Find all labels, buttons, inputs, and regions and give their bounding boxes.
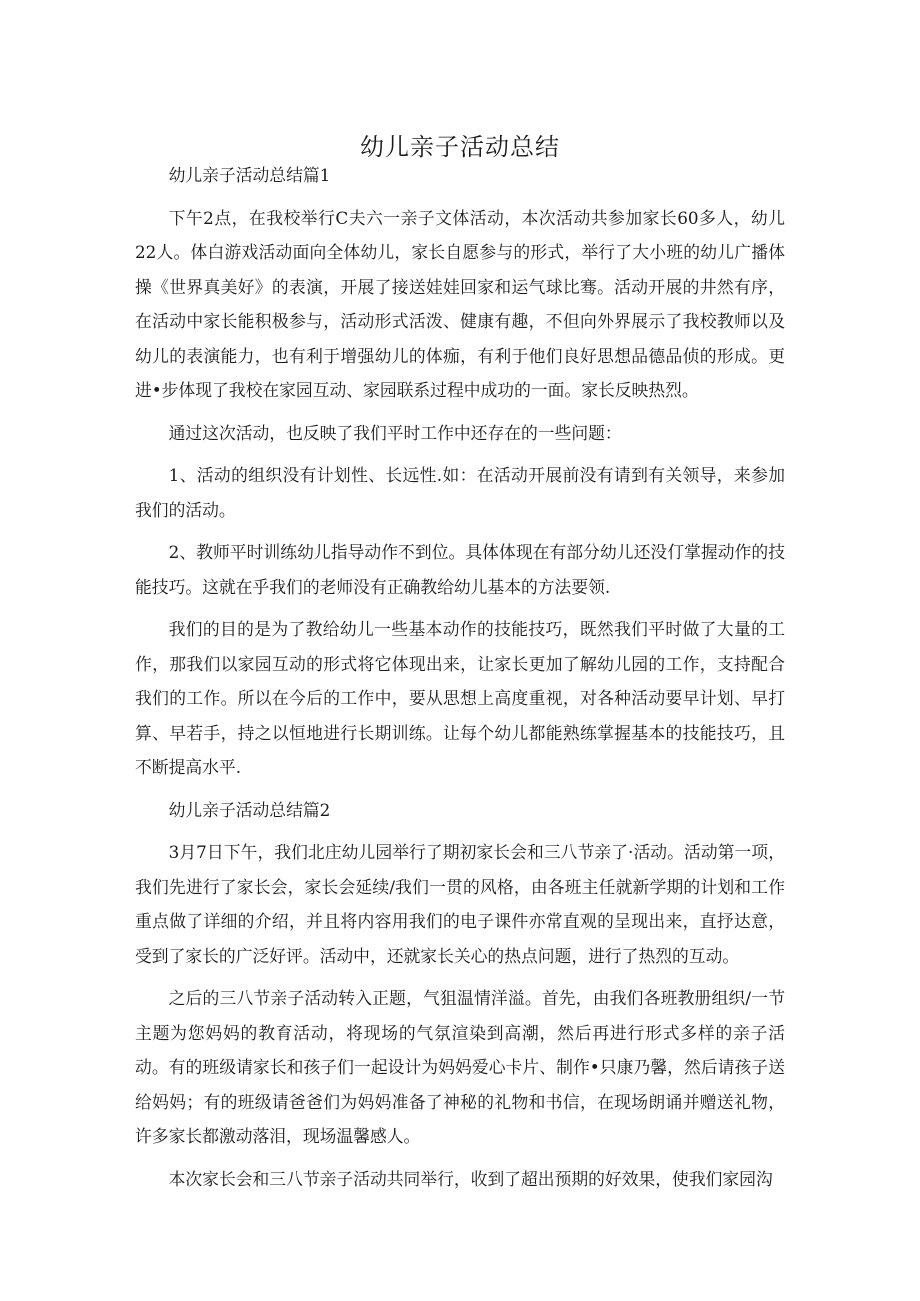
document-title: 幼儿亲子活动总结 [360, 133, 560, 162]
paragraph: 本次家长会和三八节亲子活动共同举行，收到了超出预期的好效果，使我们家园沟 [168, 1168, 773, 1189]
section-heading-1: 幼儿亲子活动总结篇1 [168, 165, 331, 185]
paragraph: 2、教师平时训练幼儿指导动作不到位。具体体现在有部分幼儿还没仃掌握动作的技能技巧。这就在乎我们的老师没有正确教给幼儿基本的方法要领. [135, 542, 785, 597]
paragraph: 之后的三八节亲子活动转入正题，气狙温情洋溢。首先，由我们各班教册组织/一节主题为您妈妈的教育活动，将现场的气氛渲染到高潮，然后再进行形式多样的亲子活动。有的班级请家长和孩子们一起设计为妈妈爱心卡片、制作•只康乃馨，然后请孩子送给妈妈；有的班级请爸爸们为妈妈准备了神秘的礼物和书信，在现场朗诵并赠送礼物，许多家长都激动落泪，现场温馨感人。 [135, 988, 785, 1146]
section-heading-2: 幼儿亲子活动总结篇2 [168, 799, 331, 820]
paragraph: 通过这次活动，也反映了我们平时工作中还存在的一些问题： [168, 422, 622, 443]
document-body [135, 158, 785, 1204]
paragraph: 下午2点，在我校举行C夫六一亲子文体活动，本次活动共参加家长60多人，幼儿22人。体白游戏活动面向全体幼儿，家长自愿参与的形式，举行了大小班的幼儿广播体操《世界真美好》的表演，开展了接送娃娃回家和运气球比骞。活动开展的井然有序，在活动中家长能积极参与，活动形式活泼、健康有趣，不但向外界展示了我校教师以及幼儿的表演能力，也有利于增强幼儿的体痂，有利于他们良好思想品德品侦的形成。更进•步体现了我校在家园互动、家园联系过程中成功的一面。家长反映热烈。 [135, 207, 785, 400]
paragraph: 3月7日下午，我们北庄幼儿园举行了期初家长会和三八节亲了·活动。活动第一项，我们先进行了家长会，家长会延续/我们一贯的风格，由各班主任就新学期的计划和工作重点做了详细的介绍，并且将内容用我们的电子课件亦常直观的呈现出来，直抒达意，受到了家长的广泛好评。活动中，还就家长关心的热点问题，进行了热烈的互动。 [135, 842, 785, 966]
paragraph: 1、活动的组织没有计划性、长远性.如：在活动开展前没有请到有关领导，来参加我们的活动。 [135, 465, 785, 520]
paragraph: 我们的目的是为了教给幼儿一些基本动作的技能技巧，既然我们平时做了大量的工作，那我们以家园互动的形式将它体现出来，让家长更加了解幼儿园的工作，支持配合我们的工作。所以在今后的工作中，要从思想上高度重视，对各种活动要早计划、早打算、早若手，持之以恒地进行长期训练。让每个幼儿都能熟练掌握基本的技能技巧，且不断提高水平. [135, 619, 785, 777]
